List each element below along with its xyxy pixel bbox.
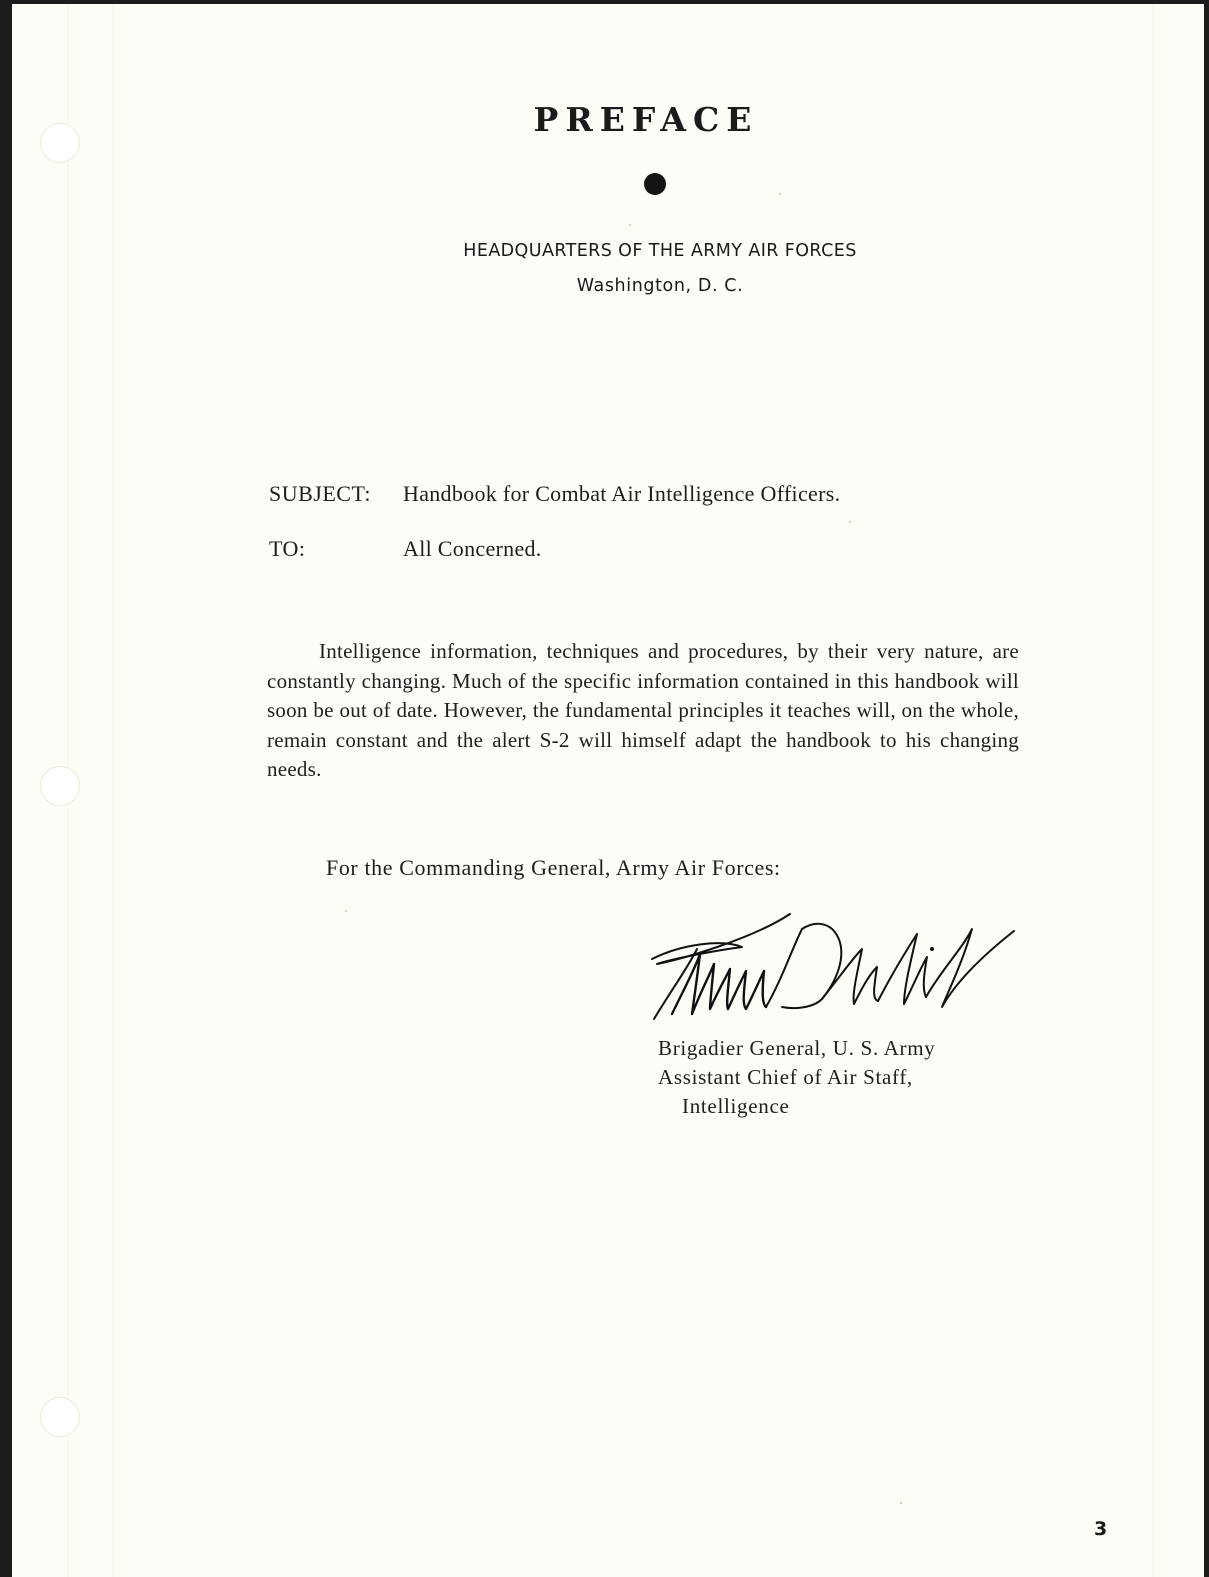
paper-speck	[779, 193, 781, 195]
paper-speck	[629, 224, 631, 226]
location-header: Washington, D. C.	[576, 276, 744, 296]
paper-speck	[849, 521, 851, 523]
signatory-title: Assistant Chief of Air Staff,	[658, 1065, 913, 1089]
document-page	[12, 4, 1204, 1577]
subject-value: Handbook for Combat Air Intelligence Officers.	[403, 481, 841, 506]
to-field	[269, 536, 542, 562]
signatory-rank: Brigadier General, U. S. Army	[658, 1036, 936, 1060]
signatory-department: Intelligence	[682, 1094, 790, 1118]
to-label: TO:	[269, 536, 306, 561]
closing-line: For the Commanding General, Army Air Forces:	[326, 855, 781, 880]
paper-speck	[345, 910, 347, 912]
bullet-dot-icon	[644, 173, 666, 195]
page-title: PREFACE	[533, 100, 759, 139]
to-value: All Concerned.	[403, 536, 542, 561]
subject-field	[269, 481, 840, 507]
binder-hole-bottom	[40, 1397, 80, 1437]
body-paragraph: Intelligence information, techniques and procedures, by their very nature, are constantly changing. Much of the specific information contained in this handbook will soon be out of date. However, the fundamental principles it teaches will, on the whole, remain constant and the alert S-2 will himself adapt the handbook to his changing needs.	[267, 639, 1019, 782]
page-number: 3	[1094, 1518, 1108, 1540]
paper-speck	[900, 1502, 902, 1504]
organization-header: HEADQUARTERS OF THE ARMY AIR FORCES	[463, 241, 857, 261]
binder-hole-middle	[40, 766, 80, 806]
handwritten-signature	[642, 909, 1022, 1029]
signature-block	[658, 1034, 936, 1121]
subject-label: SUBJECT:	[269, 481, 371, 506]
